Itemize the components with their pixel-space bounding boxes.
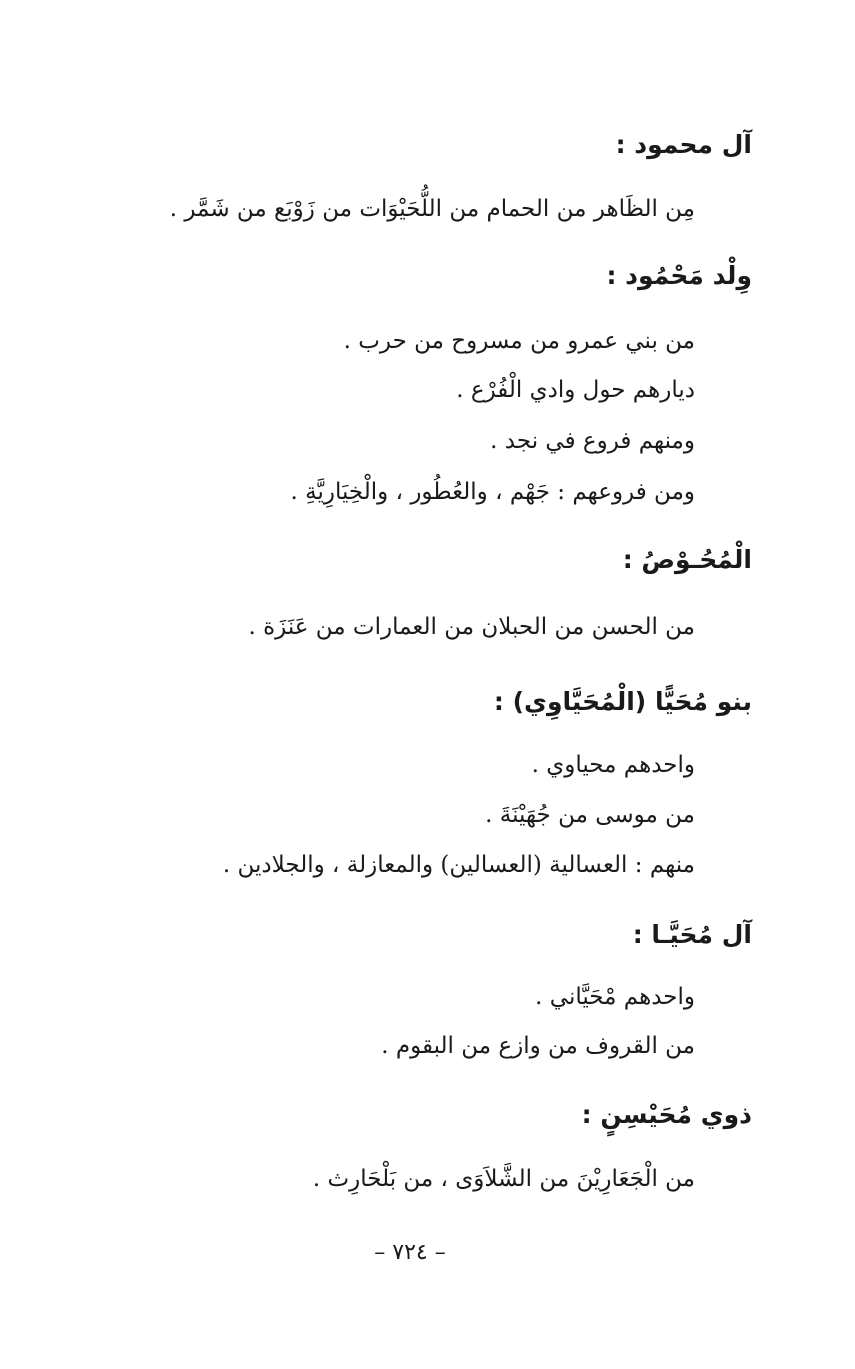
entry-line: من القروف من وازع من البقوم . [381, 1033, 695, 1059]
entry-line: من الحسن من الحبلان من العمارات من عَنَزَة . [248, 614, 695, 640]
entry-heading-al-mahmoud: آل محمود : [615, 130, 752, 159]
entry-heading-wild-mahmoud: وِلْد مَحْمُود : [606, 261, 752, 290]
entry-line: واحدهم مْحَيَّاني . [535, 984, 695, 1010]
entry-line: ومن فروعهم : جَهْم ، والعُطُور ، والْخِيَارِيَّةِ . [290, 479, 695, 505]
entry-line: من موسى من جُهَيْنَةَ . [485, 802, 695, 828]
entry-line: مِن الظَاهر من الحمام من اللُّحَيْوَات من زَوْبَع من شَمَّر . [169, 196, 695, 222]
entry-line: واحدهم محياوي . [531, 752, 695, 778]
entry-heading-al-muhayya: آل مُحَيَّـا : [632, 920, 752, 949]
entry-heading-al-muhawas: الْمُحُـوْصُ : [622, 545, 752, 574]
entry-line: منهم : العسالية (العسالين) والمعازلة ، والجلادين . [222, 852, 695, 878]
page-number: – ٧٢٤ – [374, 1240, 446, 1265]
entry-heading-banu-muhayya: بنو مُحَيًّا (الْمُحَيَّاوِي) : [493, 687, 752, 716]
entry-line: من بني عمرو من مسروح من حرب . [343, 328, 695, 354]
entry-line: ومنهم فروع في نجد . [490, 428, 695, 454]
entry-line: من الْجَعَارِيْنَ من الشَّلاَوَى ، من بَلْحَارِث . [312, 1166, 695, 1192]
entry-heading-dhawi-muhaysin: ذوي مُحَيْسِنٍ : [581, 1100, 752, 1129]
entry-line: ديارهم حول وادي الْفُرْع . [456, 377, 695, 403]
